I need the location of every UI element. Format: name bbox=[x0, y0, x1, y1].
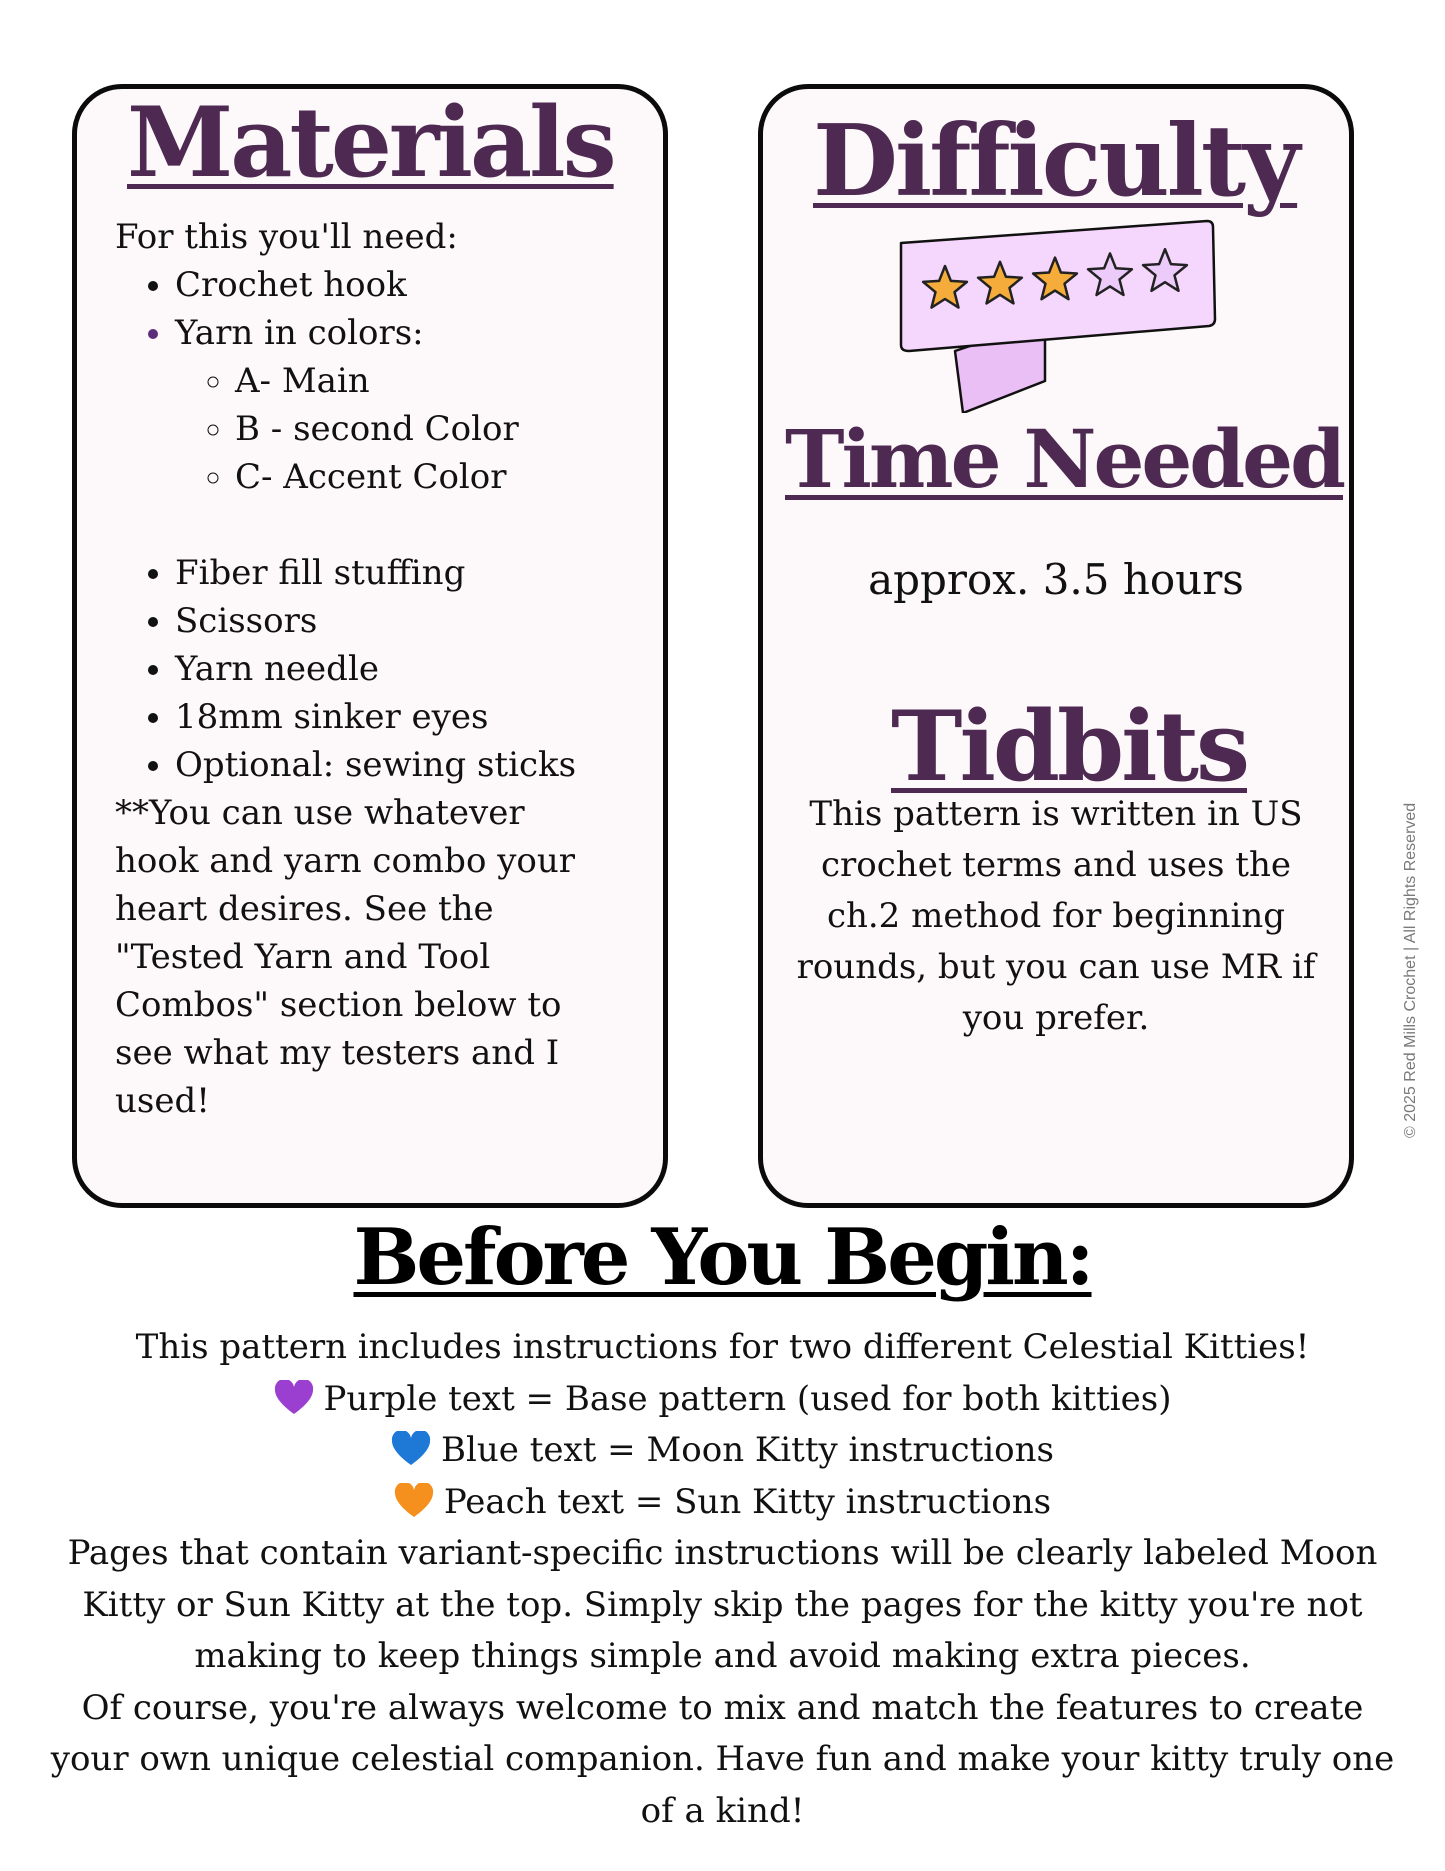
legend-text: Purple text = Base pattern (used for both kitties) bbox=[323, 1378, 1172, 1419]
paragraph-line: Pages that contain variant-specific instructions will be clearly labeled Moon bbox=[67, 1533, 1378, 1573]
orange-heart-icon bbox=[394, 1483, 434, 1519]
before-you-begin-body bbox=[8, 1322, 1437, 1837]
note-line: hook and yarn combo your bbox=[115, 841, 576, 881]
legend-text: Peach text = Sun Kitty instructions bbox=[443, 1481, 1052, 1522]
time-needed-value: approx. 3.5 hours bbox=[868, 555, 1244, 604]
note-line: **You can use whatever bbox=[115, 793, 525, 833]
difficulty-heading: Difficulty bbox=[813, 104, 1298, 219]
tidbits-line: rounds, but you can use MR if bbox=[796, 947, 1316, 987]
note-line: "Tested Yarn and Tool bbox=[115, 937, 491, 977]
list-item: • Yarn needle bbox=[175, 645, 576, 693]
yarn-colors-list bbox=[175, 357, 519, 501]
list-item: • Scissors bbox=[175, 597, 576, 645]
tidbits-line: you prefer. bbox=[962, 998, 1150, 1038]
tidbits-line: ch.2 method for beginning bbox=[826, 896, 1286, 936]
note-line: see what my testers and I bbox=[115, 1033, 560, 1073]
list-item: • 18mm sinker eyes bbox=[175, 693, 576, 741]
list-item: ◦ A- Main bbox=[235, 357, 519, 405]
note-line: heart desires. See the bbox=[115, 889, 494, 929]
materials-list-top bbox=[115, 261, 519, 501]
materials-intro: For this you'll need: bbox=[115, 217, 458, 257]
legend-text: Blue text = Moon Kitty instructions bbox=[441, 1430, 1054, 1470]
time-needed-heading: Time Needed bbox=[785, 412, 1344, 506]
list-item: • Fiber fill stuffing bbox=[175, 549, 576, 597]
list-item-label: Yarn in colors: bbox=[175, 313, 424, 353]
tidbits-line: This pattern is written in US bbox=[809, 794, 1303, 834]
legend-blue bbox=[8, 1425, 1437, 1477]
paragraph-line: Kitty or Sun Kitty at the top. Simply skip the pages for the kitty you're not bbox=[82, 1584, 1363, 1625]
paragraph-line: of a kind! bbox=[640, 1790, 805, 1831]
note-line: Combos" section below to bbox=[115, 985, 562, 1025]
tidbits-line: crochet terms and uses the bbox=[821, 845, 1291, 885]
materials-card bbox=[72, 84, 668, 1208]
difficulty-rating-banner bbox=[895, 213, 1225, 413]
intro-line: This pattern includes instructions for two different Celestial Kitties! bbox=[135, 1327, 1310, 1367]
legend-orange bbox=[8, 1477, 1437, 1529]
note-line: used! bbox=[115, 1081, 210, 1121]
list-item-yarn bbox=[175, 309, 519, 501]
list-item: ◦ B - second Color bbox=[235, 405, 519, 453]
paragraph-line: your own unique celestial companion. Have fun and make your kitty truly one bbox=[50, 1739, 1395, 1779]
paragraph-line: making to keep things simple and avoid making extra pieces. bbox=[194, 1636, 1251, 1676]
legend-purple bbox=[8, 1374, 1437, 1426]
paragraph-line: Of course, you're always welcome to mix and match the features to create bbox=[81, 1687, 1364, 1728]
materials-list-bottom bbox=[115, 549, 576, 789]
copyright-notice: © 2025 Red Mills Crochet | All Rights Reserved bbox=[1402, 802, 1419, 1138]
list-item: • Crochet hook bbox=[175, 261, 519, 309]
blue-heart-icon bbox=[391, 1431, 431, 1467]
list-item: • Optional: sewing sticks bbox=[175, 741, 576, 789]
difficulty-card bbox=[758, 84, 1354, 1208]
tidbits-heading: Tidbits bbox=[891, 690, 1248, 803]
tidbits-text bbox=[773, 789, 1339, 1044]
list-item: ◦ C- Accent Color bbox=[235, 453, 519, 501]
before-you-begin-heading: Before You Begin: bbox=[353, 1212, 1092, 1303]
purple-heart-icon bbox=[274, 1380, 314, 1416]
materials-heading: Materials bbox=[127, 86, 614, 199]
materials-note bbox=[115, 789, 615, 1125]
